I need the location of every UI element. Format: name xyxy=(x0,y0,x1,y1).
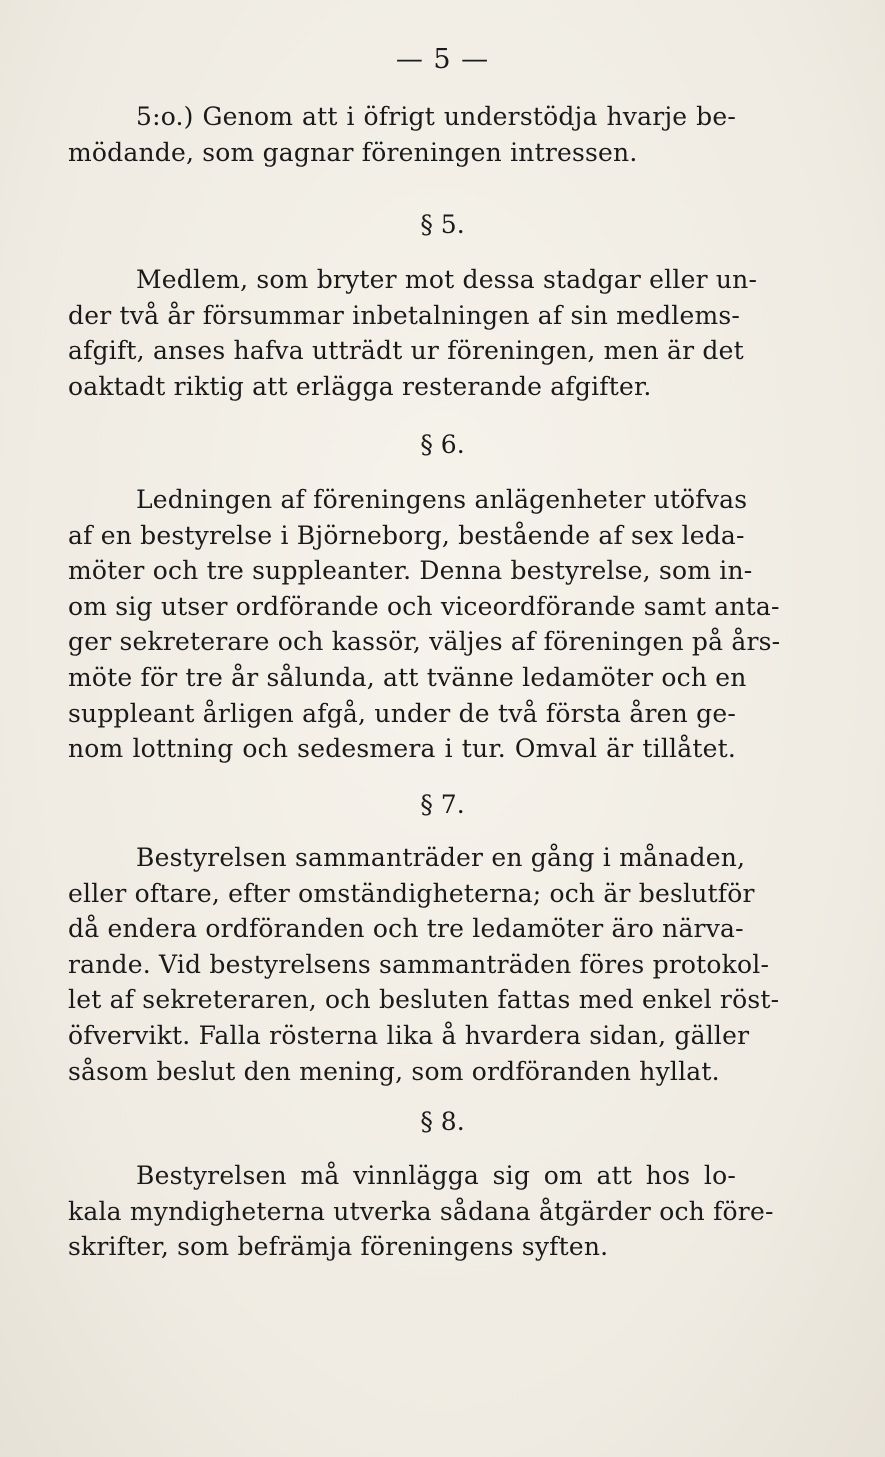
text-line: oaktadt riktig att erlägga resterande afgifter. xyxy=(68,371,652,401)
section-5-paragraph xyxy=(68,262,758,404)
section-heading-6: § 6. xyxy=(420,430,465,459)
text-line: mödande, som gagnar föreningen intressen. xyxy=(68,137,638,167)
text-line: Medlem, som bryter mot dessa stadgar eller un- xyxy=(136,265,758,294)
text-line: Bestyrelsen må vinnlägga sig om att hos lo- xyxy=(136,1161,736,1190)
text-line: afgift, anses hafva utträdt ur föreningen, men är det xyxy=(68,336,744,366)
section-7-paragraph xyxy=(68,840,780,1089)
text-line: nom lottning och sedesmera i tur. Omval är tillåtet. xyxy=(68,734,736,764)
section-heading-7: § 7. xyxy=(420,790,465,819)
text-line: Bestyrelsen sammanträder en gång i månaden, xyxy=(136,843,746,872)
section-heading-5: § 5. xyxy=(420,210,465,239)
text-line: eller oftare, efter omständigheterna; och är beslutför xyxy=(68,878,755,908)
section-6-paragraph xyxy=(68,482,781,767)
section-heading-8: § 8. xyxy=(420,1107,465,1136)
text-line: möter och tre suppleanter. Denna bestyrelse, som in- xyxy=(68,556,753,586)
text-line: öfvervikt. Falla rösterna lika å hvardera sidan, gäller xyxy=(68,1020,750,1050)
text-line: om sig utser ordförande och viceordförande samt anta- xyxy=(68,591,780,621)
text-line: af en bestyrelse i Björneborg, bestående af sex leda- xyxy=(68,520,745,550)
intro-paragraph xyxy=(68,99,736,170)
text-line: möte för tre år sålunda, att tvänne ledamöter och en xyxy=(68,662,747,692)
text-line: skrifter, som befrämja föreningens syften. xyxy=(68,1232,609,1262)
section-8-paragraph xyxy=(68,1158,774,1265)
text-line: såsom beslut den mening, som ordföranden hyllat. xyxy=(68,1056,720,1086)
text-line: då endera ordföranden och tre ledamöter äro närva- xyxy=(68,914,744,944)
text-line: Ledningen af föreningens anlägenheter utöfvas xyxy=(136,485,748,514)
text-line: 5:o.) Genom att i öfrigt understödja hvarje be- xyxy=(136,102,736,131)
page-number: — 5 — xyxy=(395,44,490,75)
text-line: ger sekreterare och kassör, väljes af föreningen på års- xyxy=(68,627,781,657)
text-line: let af sekreteraren, och besluten fattas med enkel röst- xyxy=(68,985,780,1015)
text-line: suppleant årligen afgå, under de två första åren ge- xyxy=(68,698,736,728)
text-line: der två år försummar inbetalningen af sin medlems- xyxy=(68,300,741,330)
text-line: kala myndigheterna utverka sådana åtgärder och före- xyxy=(68,1196,774,1226)
text-line: rande. Vid bestyrelsens sammanträden föres protokol- xyxy=(68,949,770,979)
